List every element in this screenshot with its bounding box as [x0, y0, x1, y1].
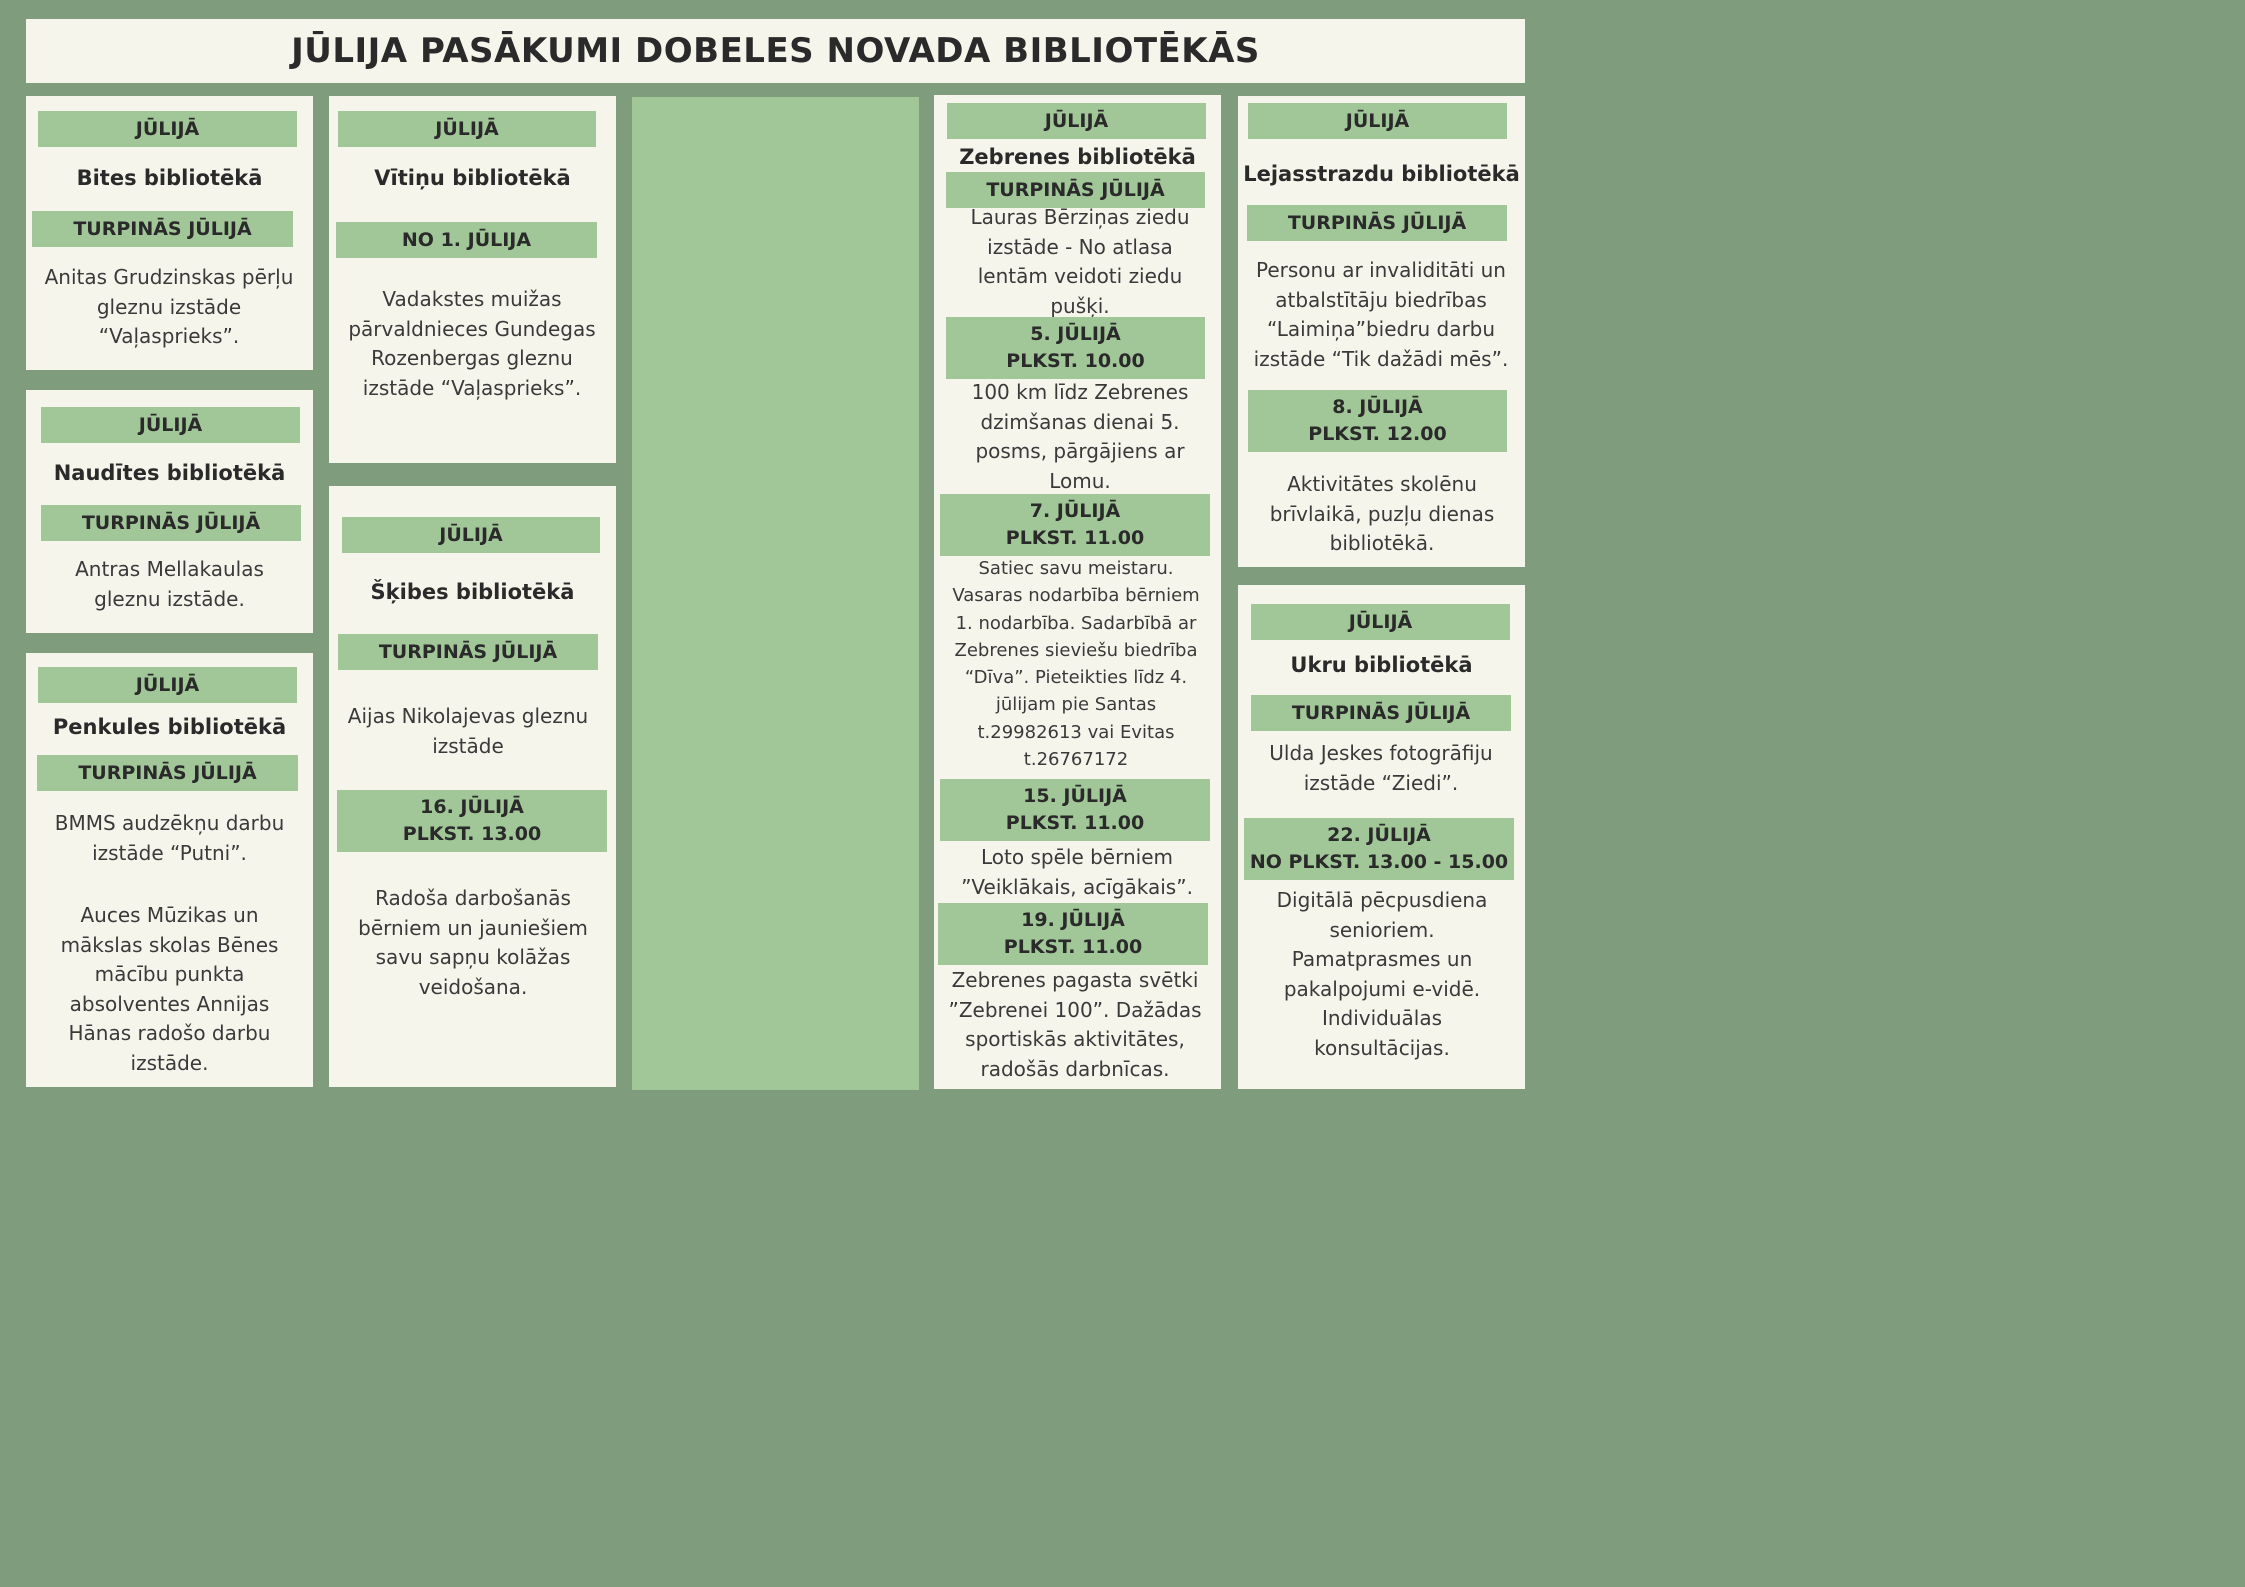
card-skibes — [329, 486, 616, 1087]
event-description: Aktivitātes skolēnu brīvlaikā, puzļu dienas bibliotēkā. — [1269, 472, 1495, 555]
title-banner — [26, 19, 1525, 83]
event-description: Aijas Nikolajevas gleznu izstāde — [347, 704, 589, 758]
card-ukru — [1238, 585, 1525, 1089]
month-label: JŪLIJĀ — [38, 667, 297, 703]
date-label: 19. JŪLIJĀ — [1021, 909, 1125, 931]
event-description: Personu ar invaliditāti un atbalstītāju biedrības “Laimiņa”biedru darbu izstāde “Tik dažādi mēs”. — [1253, 258, 1509, 371]
event-description: BMMS audzēkņu darbu izstāde “Putni”. — [54, 811, 285, 865]
event-description: Lauras Bērziņas ziedu izstāde - No atlasa lentām veidoti ziedu pušķi. — [970, 205, 1190, 318]
status-tag: TURPINĀS JŪLIJĀ — [338, 634, 598, 670]
event-description: Digitālā pēcpusdiena senioriem. Pamatprasmes un pakalpojumi e-vidē. Individuālas konsultācijas. — [1276, 888, 1488, 1060]
time-label: NO PLKST. 13.00 - 15.00 — [1249, 851, 1509, 873]
date-tag — [940, 779, 1210, 841]
event-description: Auces Mūzikas un mākslas skolas Bēnes mācību punkta absolventes Annijas Hānas radošo darbu izstāde. — [60, 903, 279, 1075]
month-label: JŪLIJĀ — [1248, 103, 1507, 139]
status-tag: TURPINĀS JŪLIJĀ — [946, 172, 1205, 208]
card-naudites — [26, 390, 313, 633]
card-penkules — [26, 653, 313, 1087]
library-name: Naudītes bibliotēkā — [53, 461, 286, 485]
month-label: JŪLIJĀ — [338, 111, 596, 147]
event-description: 100 km līdz Zebrenes dzimšanas dienai 5. posms, pārgājiens ar Lomu. — [971, 380, 1189, 493]
month-label: JŪLIJĀ — [38, 111, 297, 147]
date-tag — [946, 317, 1205, 379]
event-description: Ulda Jeskes fotogrāfiju izstāde “Ziedi”. — [1269, 741, 1493, 795]
library-name: Bites bibliotēkā — [76, 166, 263, 190]
status-tag: TURPINĀS JŪLIJĀ — [37, 755, 298, 791]
time-label: PLKST. 13.00 — [402, 823, 542, 845]
event-description: Loto spēle bērniem ”Veiklākais, acīgākais”. — [961, 845, 1193, 899]
card-bites — [26, 96, 313, 370]
month-label: JŪLIJĀ — [342, 517, 600, 553]
month-label: JŪLIJĀ — [41, 407, 300, 443]
date-tag — [1244, 818, 1514, 880]
time-label: PLKST. 12.00 — [1308, 423, 1447, 445]
date-label: 16. JŪLIJĀ — [420, 796, 524, 818]
event-description: Satiec savu meistaru. Vasaras nodarbība bērniem 1. nodarbība. Sadarbībā ar Zebrenes sieviešu biedrība “Dīva”. Pieteikties līdz 4. jūlijam pie Santas t.29982613 vai Evitas t.26767172 — [952, 558, 1200, 771]
event-description: Zebrenes pagasta svētki ”Zebrenei 100”. Dažādas sportiskās aktivitātes, radošās darbnīcas. — [948, 968, 1202, 1081]
date-label: 8. JŪLIJĀ — [1332, 396, 1423, 418]
library-name: Ukru bibliotēkā — [1290, 653, 1473, 677]
status-tag: TURPINĀS JŪLIJĀ — [1247, 205, 1507, 241]
time-label: PLKST. 10.00 — [1006, 350, 1145, 372]
month-label: JŪLIJĀ — [947, 103, 1206, 139]
status-tag: TURPINĀS JŪLIJĀ — [1251, 695, 1511, 731]
date-tag — [337, 790, 607, 852]
event-description: Anitas Grudzinskas pērļu gleznu izstāde “Vaļasprieks”. — [44, 265, 294, 348]
date-label: 15. JŪLIJĀ — [1023, 785, 1127, 807]
status-tag: TURPINĀS JŪLIJĀ — [32, 211, 293, 247]
status-tag: TURPINĀS JŪLIJĀ — [41, 505, 301, 541]
date-label: 5. JŪLIJĀ — [1030, 323, 1121, 345]
time-label: PLKST. 11.00 — [1005, 527, 1145, 549]
empty-panel — [632, 97, 919, 1090]
card-lejasstrazdu — [1238, 96, 1525, 567]
event-description: Vadakstes muižas pārvaldnieces Gundegas Rozenbergas gleznu izstāde “Vaļasprieks”. — [348, 287, 596, 400]
date-label: 7. JŪLIJĀ — [1029, 500, 1121, 522]
date-tag — [940, 494, 1210, 556]
date-tag: NO 1. JŪLIJA — [336, 222, 597, 258]
date-label: 22. JŪLIJĀ — [1327, 824, 1431, 846]
card-zebrenes — [934, 95, 1221, 1089]
time-label: PLKST. 11.00 — [1003, 936, 1143, 958]
page-title: JŪLIJA PASĀKUMI DOBELES NOVADA BIBLIOTĒKĀS — [291, 31, 1260, 71]
library-name: Penkules bibliotēkā — [52, 715, 287, 739]
date-tag — [938, 903, 1208, 965]
library-name: Vītiņu bibliotēkā — [374, 166, 571, 190]
date-tag — [1248, 390, 1507, 452]
library-name: Lejasstrazdu bibliotēkā — [1243, 162, 1520, 186]
event-description: Antras Mellakaulas gleznu izstāde. — [75, 557, 264, 611]
library-name: Šķibes bibliotēkā — [370, 580, 575, 604]
time-label: PLKST. 11.00 — [1005, 812, 1145, 834]
library-name: Zebrenes bibliotēkā — [959, 145, 1196, 169]
event-description: Radoša darbošanās bērniem un jauniešiem savu sapņu kolāžas veidošana. — [358, 886, 588, 999]
month-label: JŪLIJĀ — [1251, 604, 1510, 640]
card-vitinu — [329, 96, 616, 463]
